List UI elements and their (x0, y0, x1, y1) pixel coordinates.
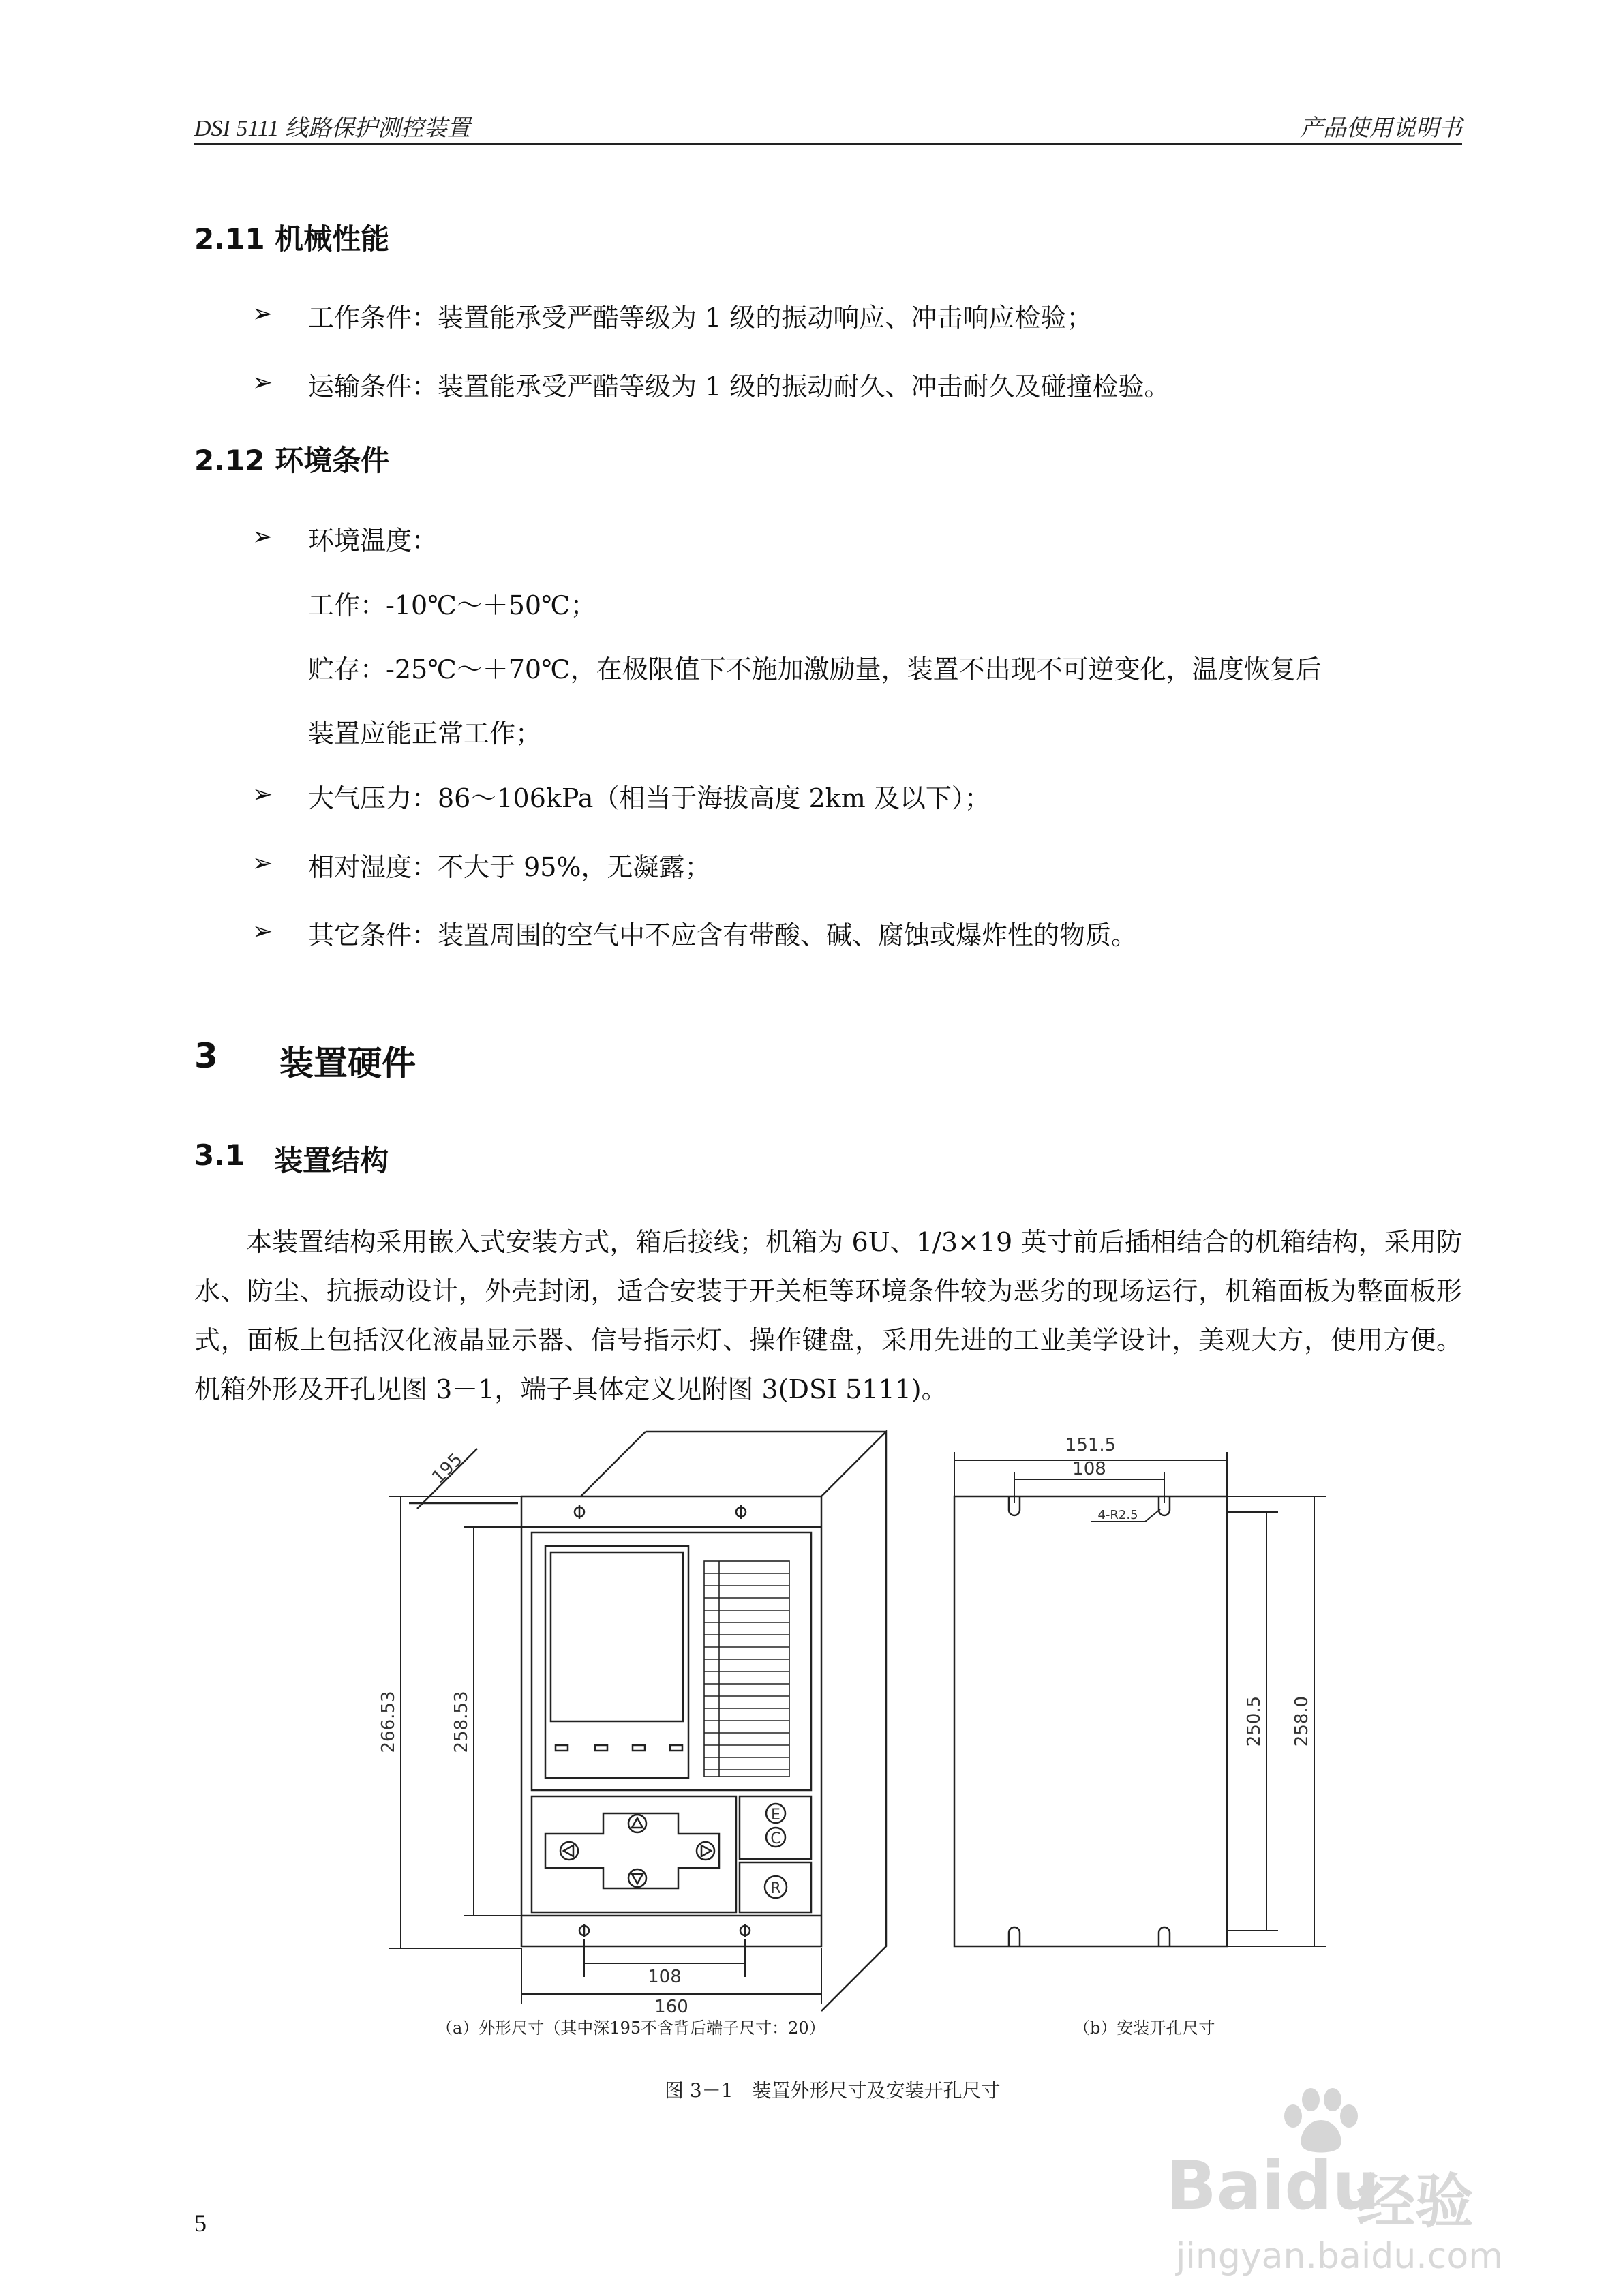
watermark-url: jingyan.baidu.com (1176, 2236, 1503, 2277)
signal-lamp-strip (704, 1561, 789, 1777)
bullet-icon: ➢ (252, 523, 273, 551)
cutout-width-total-label: 151.5 (1065, 1435, 1117, 1455)
arrow-down-icon (628, 1869, 646, 1887)
list-item: 其它条件：装置周围的空气中不应含有带酸、碱、腐蚀或爆炸性的物质。 (308, 920, 1138, 950)
cutout-width-hole-label: 108 (1072, 1459, 1106, 1479)
depth-label: 195 (428, 1449, 467, 1488)
list-item: 相对湿度：不大于 95%，无凝露； (308, 852, 711, 882)
width-total-label: 160 (654, 1997, 688, 2017)
list-item: 工作条件：装置能承受严酷等级为 1 级的振动响应、冲击响应检验； (308, 303, 1093, 333)
figure-caption-b: （b）安装开孔尺寸 (1074, 2019, 1215, 2038)
bullet-icon: ➢ (252, 849, 273, 877)
key-e-label: E (771, 1807, 780, 1824)
header-rule (194, 143, 1462, 145)
width-hole-label: 108 (648, 1967, 682, 1987)
figure-caption: 图 3－1 装置外形尺寸及安装开孔尺寸 (665, 2079, 1001, 2102)
dimension-lines-b (954, 1452, 1326, 1946)
bullet-icon: ➢ (252, 300, 273, 328)
cutout-hole-label: 4-R2.5 (1097, 1508, 1138, 1522)
section-3-number: 3 (194, 1036, 218, 1076)
baidu-watermark (1159, 2086, 1541, 2284)
temp-store-line1: 贮存：-25℃～＋70℃，在极限值下不施加激励量，装置不出现不可逆变化，温度恢复后 (308, 654, 1322, 684)
bullet-icon: ➢ (252, 918, 273, 946)
lcd-display (545, 1546, 688, 1778)
temp-work: 工作：-10℃～＋50℃； (308, 590, 596, 620)
temp-store-line2: 装置应能正常工作； (308, 719, 542, 749)
cutout-height-outer-label: 258.0 (1292, 1695, 1312, 1747)
bullet-icon: ➢ (252, 369, 273, 397)
direction-keypad (545, 1813, 719, 1888)
watermark-brand: Bai (1166, 2147, 1285, 2225)
figure-caption-a: （a）外形尺寸（其中深195不含背后端子尺寸：20） (436, 2019, 825, 2038)
depth-dimension-line (409, 1449, 518, 1509)
cutout-outline (954, 1496, 1227, 1946)
height-outer-label: 266.53 (378, 1691, 399, 1753)
header-right: 产品使用说明书 (1300, 116, 1462, 141)
section-3-title: 装置硬件 (279, 1044, 416, 1083)
figure-drawing (0, 1404, 1623, 2045)
section-3-1-paragraph: 本装置结构采用嵌入式安装方式，箱后接线；机箱为 6U、1/3×19 英寸前后插相结合的机箱结构，采用防水、防尘、抗振动设计，外壳封闭，适合安装于开关柜等环境条件较为恶劣的现场运行，机箱面板为整面板形式，面板上包括汉化液晶显示器、信号指示灯、操作键盘，采用先进的工业美学设计，美观大方，使用方便。机箱外形及开孔见图 3－1，端子具体定义见附图 3(DSI 5111)。 (194, 1227, 1462, 1404)
header-left: DSI 5111 线路保护测控装置 (194, 116, 470, 141)
cutout-height-inner-label: 250.5 (1244, 1695, 1264, 1747)
bullet-icon: ➢ (252, 781, 273, 809)
list-item: 运输条件：装置能承受严酷等级为 1 级的振动耐久、冲击耐久及碰撞检验。 (308, 372, 1170, 402)
arrow-right-icon (697, 1842, 714, 1860)
height-inner-label: 258.53 (451, 1691, 472, 1753)
key-r-label: R (770, 1880, 781, 1897)
temp-label: 环境温度： (308, 526, 438, 556)
key-c-label: C (770, 1830, 781, 1847)
list-item: 大气压力：86～106kPa（相当于海拔高度 2km 及以下）； (308, 783, 990, 813)
section-3-1-number: 3.1 (194, 1138, 245, 1172)
page-number: 5 (194, 2209, 207, 2237)
mounting-hole-icon (1009, 1496, 1170, 1946)
led-indicator-icon (556, 1745, 682, 1751)
section-2-12-title: 2.12 环境条件 (194, 444, 390, 477)
arrow-up-icon (628, 1815, 646, 1832)
paw-logo-icon (1278, 2086, 1360, 2154)
section-2-11-title: 2.11 机械性能 (194, 222, 390, 256)
watermark-brand-du: du (1284, 2147, 1380, 2225)
section-3-1-title: 装置结构 (274, 1144, 389, 1177)
watermark-cn: 经验 (1356, 2168, 1474, 2236)
arrow-left-icon (560, 1842, 578, 1860)
